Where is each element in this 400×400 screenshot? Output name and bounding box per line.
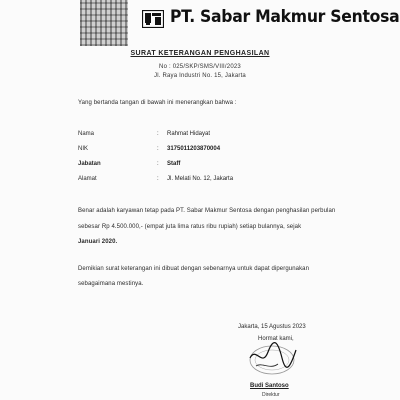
field-colon: : [157, 146, 159, 152]
document-number: No : 025/SKP/SMS/VIII/2023 [159, 64, 241, 70]
field-colon: : [157, 161, 159, 167]
field-label-name: Nama [78, 131, 95, 137]
field-value-name: Rahmat Hidayat [167, 131, 211, 137]
paragraph-2-line-1: Demikian surat keterangan ini dibuat dengan sebenarnya untuk dapat dipergunakan [78, 266, 310, 272]
company-address: Jl. Raya Industri No. 15, Jakarta [154, 73, 246, 79]
field-value-nik: 3175011203870004 [167, 146, 221, 152]
qr-code [80, 0, 128, 46]
paragraph-2-line-2: sebagaimana mestinya. [78, 281, 144, 287]
signature-stamp-icon [242, 338, 300, 378]
company-name: PT. Sabar Makmur Sentosa [170, 7, 400, 27]
signature-role: Direktur [262, 392, 280, 398]
field-value-address: Jl. Melati No. 12, Jakarta [167, 176, 234, 182]
field-value-position: Staff [167, 161, 181, 167]
signature-city-date: Jakarta, 15 Agustus 2023 [238, 324, 306, 330]
signature-closing: Hormat kami, [258, 336, 294, 342]
field-label-address: Alamat [78, 176, 97, 182]
document-title: SURAT KETERANGAN PENGHASILAN [130, 50, 270, 57]
intro-text: Yang bertanda tangan di bawah ini menerangkan bahwa : [78, 100, 237, 106]
paragraph-1-line-3: Januari 2020. [78, 239, 118, 245]
signature-name: Budi Santoso [250, 383, 289, 389]
field-label-position: Jabatan [78, 161, 101, 167]
field-colon: : [157, 131, 159, 137]
field-colon: : [157, 176, 159, 182]
company-logo-icon [142, 10, 164, 28]
paragraph-1-line-2: sebesar Rp 4.500.000,- (empat juta lima ratus ribu rupiah) setiap bulannya, sejak [78, 224, 302, 230]
field-label-nik: NIK [78, 146, 89, 152]
paragraph-1-line-1: Benar adalah karyawan tetap pada PT. Sabar Makmur Sentosa dengan penghasilan perbulan [78, 208, 336, 214]
